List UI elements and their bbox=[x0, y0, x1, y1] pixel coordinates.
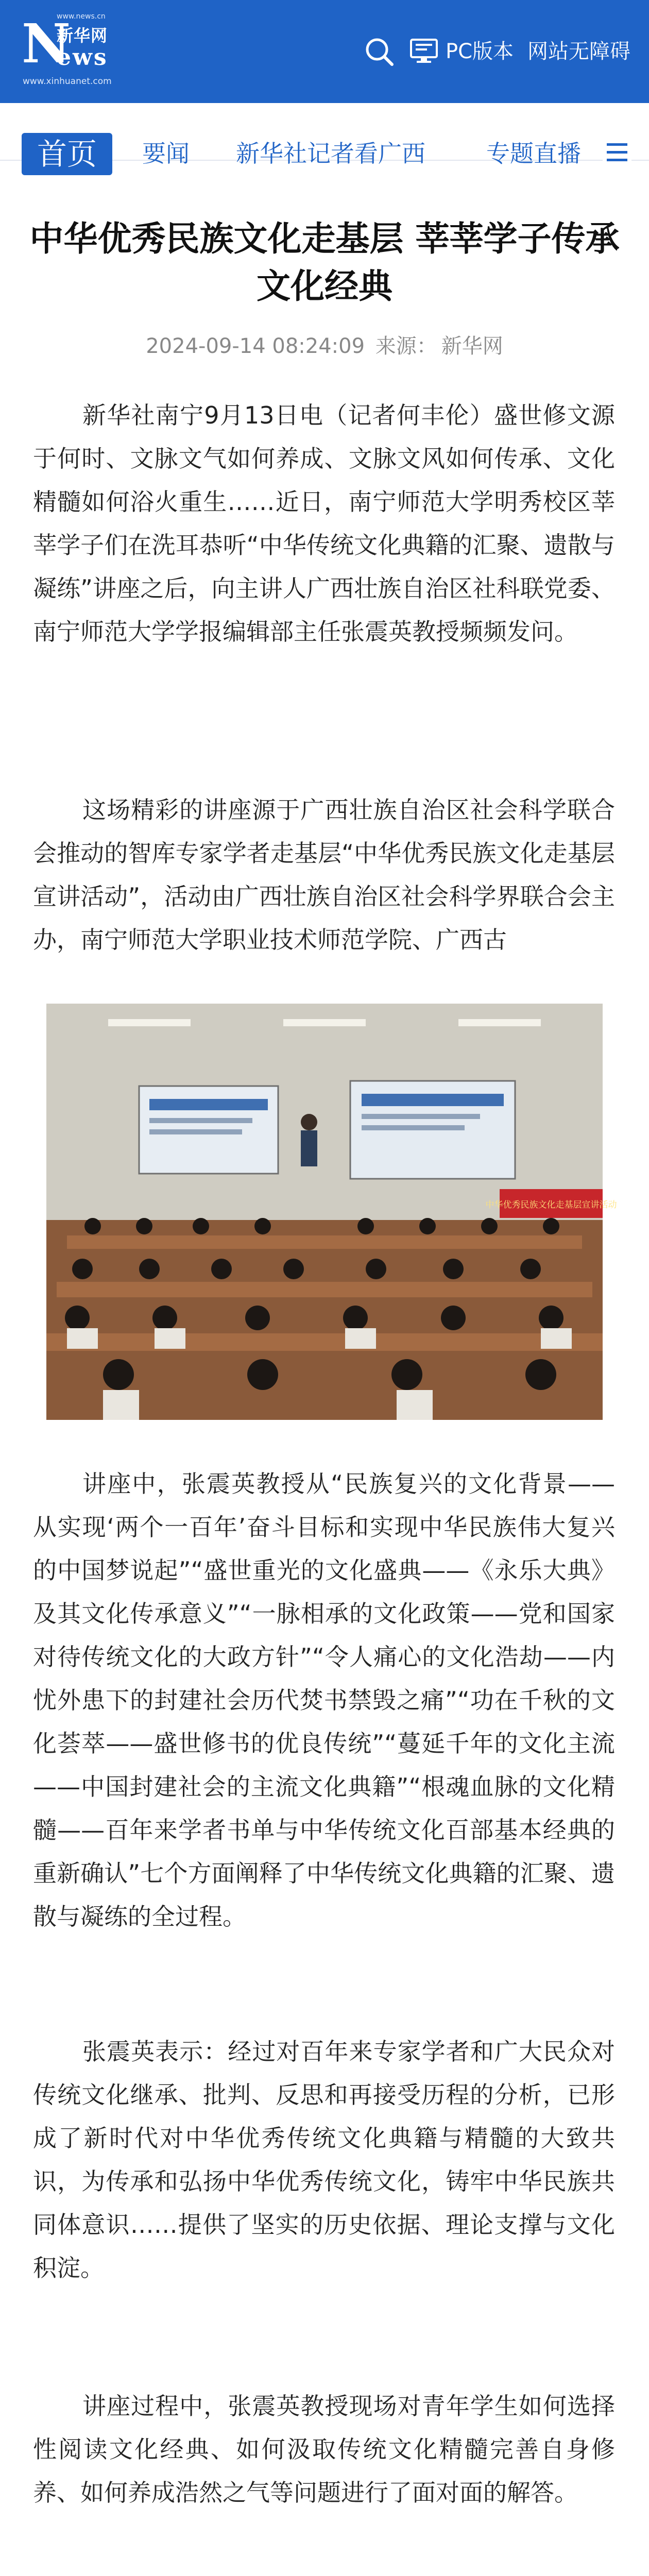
article-title: 中华优秀民族文化走基层 莘莘学子传承文化经典 bbox=[29, 219, 620, 306]
nav-item-reporters-guangxi[interactable]: 新华社记者看广西 bbox=[236, 140, 425, 167]
site-header bbox=[0, 0, 649, 103]
article-paragraph-5: 讲座过程中，张震英教授现场对青年学生如何选择性阅读文化经典、如何汲取传统文化精髓完善自身修养、如何养成浩然之气等问题进行了面对面的解答。 bbox=[33, 2392, 615, 2506]
logo-letter-n: N bbox=[22, 12, 71, 75]
logo-url-top: www.news.cn bbox=[57, 12, 106, 21]
lecture-photo-illustration bbox=[46, 1004, 617, 1420]
article-paragraph-3: 讲座中，张震英教授从“民族复兴的文化背景——从实现‘两个一百年’奋斗目标和实现中华民族伟大复兴的中国梦说起”“盛世重光的文化盛典——《永乐大典》及其文化传承意义”“一脉相承的文化政策——党和国家对待传统文化的大政方针”“令人痛心的文化浩劫——内忧外患下的封建社会历代焚书禁毁之痛”“功在千秋的文化荟萃——盛世修书的优良传统”“蔓延千年的文化主流——中国封建社会的主流文化典籍”“根魂血脉的文化精髓——百年来学者书单与中华传统文化百部基本经典的重新确认”七个方面阐释了中华传统文化典籍的汇聚、遗散与凝练的全过程。 bbox=[33, 1470, 615, 1930]
article-source: 新华网 bbox=[441, 334, 503, 358]
logo-url: www.xinhuanet.com bbox=[23, 76, 112, 87]
menu-icon[interactable] bbox=[603, 138, 631, 167]
monitor-icon[interactable] bbox=[409, 38, 438, 64]
nav-item-headlines[interactable]: 要闻 bbox=[142, 140, 190, 167]
lecture-photo bbox=[46, 1004, 617, 1420]
article-paragraph-1: 新华社南宁9月13日电（记者何丰伦）盛世修文源于何时、文脉文气如何养成、文脉文风如何传承、文化精髓如何浴火重生……近日，南宁师范大学明秀校区莘莘学子们在洗耳恭听“中华传统文化典籍的汇聚、遗散与凝练”讲座之后，向主讲人广西壮族自治区社科联党委、南宁师范大学学报编辑部主任张震英教授频频发问。 bbox=[33, 401, 615, 646]
xinhuanet-logo[interactable] bbox=[22, 12, 130, 88]
logo-letters-ews: ews bbox=[57, 44, 108, 71]
nav-item-home[interactable]: 首页 bbox=[22, 133, 112, 175]
article-paragraph-4: 张震英表示：经过对百年来专家学者和广大民众对传统文化继承、批判、反思和再接受历程的分析，已形成了新时代对中华优秀传统文化典籍与精髓的大致共识，为传承和弘扬中华优秀传统文化，铸牢中华民族共同体意识……提供了坚实的历史依据、理论支撑与文化积淀。 bbox=[33, 2038, 615, 2282]
accessibility-link[interactable]: 网站无障碍 bbox=[527, 40, 630, 63]
publish-datetime: 2024-09-14 08:24:09 bbox=[146, 334, 365, 358]
article-paragraph-2: 这场精彩的讲座源于广西壮族自治区社会科学联合会推动的智库专家学者走基层“中华优秀民族文化走基层宣讲活动”，活动由广西壮族自治区社会科学界联合会主办，南宁师范大学职业技术师范学院、广西古 bbox=[33, 796, 615, 954]
search-icon[interactable] bbox=[364, 36, 395, 67]
logo-chinese-name: 新华网 bbox=[57, 26, 108, 45]
pc-version-link[interactable]: PC版本 bbox=[446, 40, 514, 63]
nav-item-special-live[interactable]: 专题直播 bbox=[486, 140, 581, 167]
banner-text: 中华优秀民族文化走基层宣讲活动 bbox=[485, 1200, 617, 1210]
source-label: 来源： bbox=[375, 334, 437, 358]
article-meta bbox=[21, 332, 628, 361]
